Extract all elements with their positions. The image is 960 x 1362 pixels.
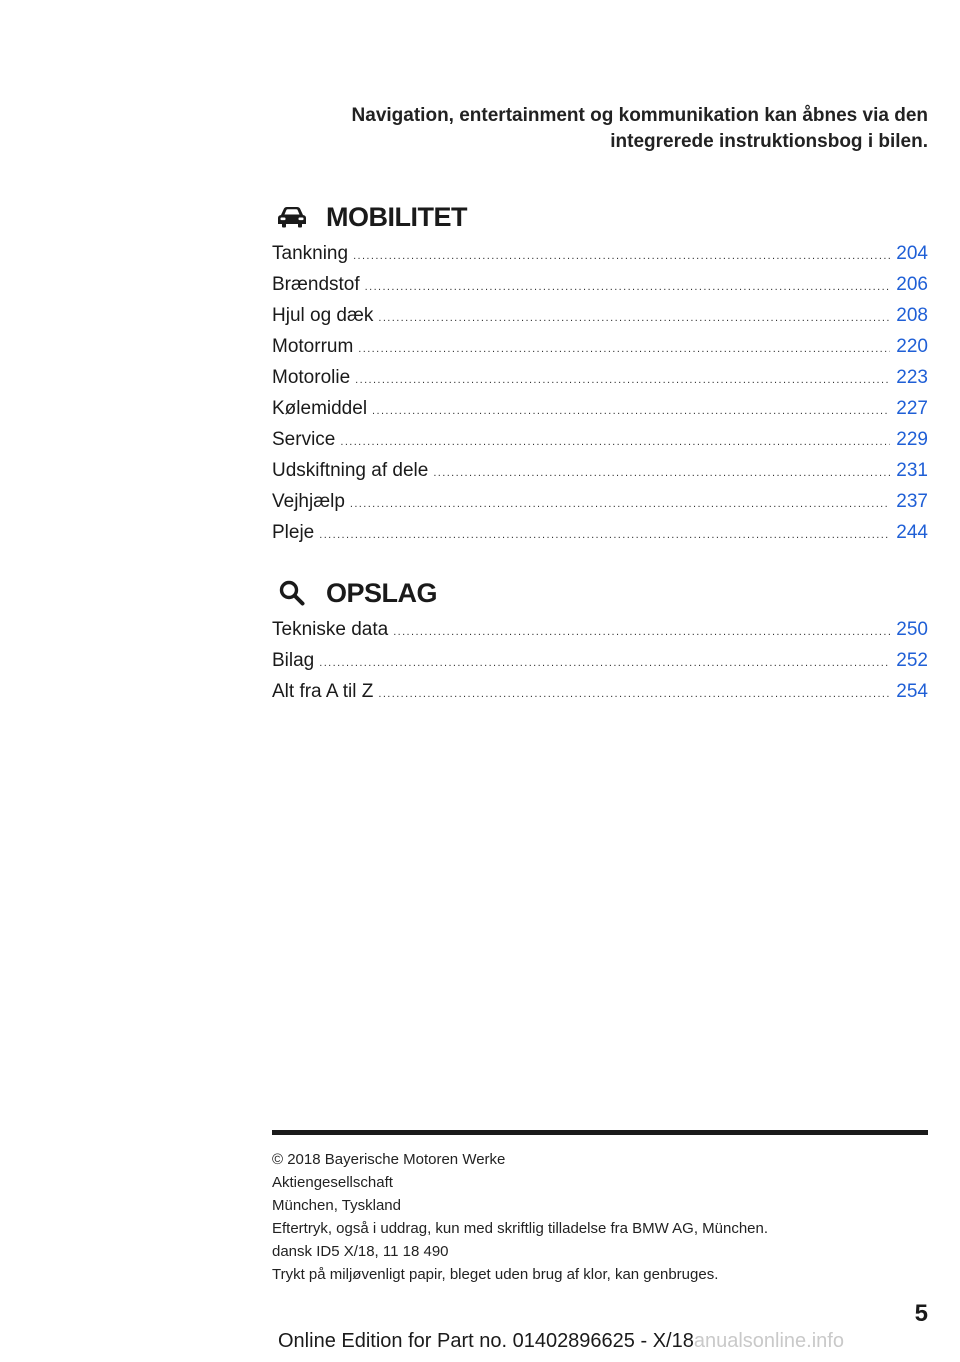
imprint-copyright: © 2018 Bayerische Motoren Werke — [272, 1151, 506, 1168]
toc-leader-dots — [355, 365, 890, 396]
toc-entry[interactable] — [272, 486, 928, 517]
toc-leader-dots — [372, 396, 890, 427]
search-icon — [272, 573, 312, 613]
toc-leader-dots — [319, 648, 890, 679]
toc-entry-label: Motorrum — [272, 336, 354, 357]
toc-page-link[interactable]: 206 — [896, 274, 928, 295]
toc-page-link[interactable]: 250 — [896, 619, 928, 640]
page-number: 5 — [914, 1300, 928, 1327]
toc-page-link[interactable]: 229 — [896, 429, 928, 450]
intro-line-2: integrerede instruktionsbog i bilen. — [610, 131, 928, 152]
toc-entry-label: Alt fra A til Z — [272, 681, 374, 702]
toc-leader-dots — [365, 272, 891, 303]
intro-line-1: Navigation, entertainment og kommunikation kan åbnes via den — [351, 105, 928, 126]
imprint-paper-notice: Trykt på miljøvenligt papir, bleget uden brug af klor, kan genbruges. — [272, 1266, 719, 1283]
toc-entry-label: Service — [272, 429, 336, 450]
imprint-block — [272, 1148, 928, 1286]
section-title: OPSLAG — [326, 577, 438, 608]
section-heading-opslag — [272, 573, 928, 613]
toc-entry-label: Tankning — [272, 243, 349, 264]
section-title: MOBILITET — [326, 201, 467, 232]
toc-leader-dots — [350, 489, 890, 520]
toc-leader-dots — [378, 303, 890, 334]
toc-entry[interactable] — [272, 424, 928, 455]
toc-page-link[interactable]: 231 — [896, 460, 928, 481]
toc-entry-label: Tekniske data — [272, 619, 389, 640]
toc-entry[interactable] — [272, 331, 928, 362]
car-icon — [272, 197, 312, 237]
toc-page-link[interactable]: 223 — [896, 367, 928, 388]
toc-page-link[interactable]: 237 — [896, 491, 928, 512]
imprint-edition-id: dansk ID5 X/18, 11 18 490 — [272, 1243, 449, 1260]
footer-divider — [272, 1130, 928, 1135]
toc-leader-dots — [378, 679, 890, 710]
intro-note — [272, 103, 928, 155]
toc-entry[interactable] — [272, 300, 928, 331]
toc-leader-dots — [358, 334, 890, 365]
toc-page-link[interactable]: 208 — [896, 305, 928, 326]
edition-watermark: anualsonline.info — [693, 1330, 844, 1352]
section-heading-mobilitet — [272, 197, 928, 237]
toc-entry-label: Udskiftning af dele — [272, 460, 429, 481]
toc-entry[interactable] — [272, 362, 928, 393]
toc-entry-label: Pleje — [272, 522, 315, 543]
toc-entry-label: Kølemiddel — [272, 398, 368, 419]
toc-entry-label: Bilag — [272, 650, 315, 671]
imprint-location: München, Tyskland — [272, 1197, 401, 1214]
imprint-reprint-notice: Eftertryk, også i uddrag, kun med skriftlig tilladelse fra BMW AG, München. — [272, 1220, 769, 1237]
toc-entry[interactable] — [272, 238, 928, 269]
online-edition-footer — [278, 1330, 844, 1353]
toc-entry[interactable] — [272, 393, 928, 424]
toc-page-link[interactable]: 227 — [896, 398, 928, 419]
toc-leader-dots — [393, 617, 890, 648]
toc-leader-dots — [353, 241, 890, 272]
toc-leader-dots — [340, 427, 890, 458]
toc-entry-label: Hjul og dæk — [272, 305, 374, 326]
toc-entry[interactable] — [272, 645, 928, 676]
toc-leader-dots — [433, 458, 890, 489]
imprint-company: Aktiengesellschaft — [272, 1174, 393, 1191]
toc-page-link[interactable]: 254 — [896, 681, 928, 702]
toc-entry[interactable] — [272, 269, 928, 300]
toc-page-link[interactable]: 204 — [896, 243, 928, 264]
toc-page-link[interactable]: 220 — [896, 336, 928, 357]
toc-entry-label: Brændstof — [272, 274, 360, 295]
toc-entry[interactable] — [272, 455, 928, 486]
toc-page-link[interactable]: 252 — [896, 650, 928, 671]
toc-entry-label: Motorolie — [272, 367, 351, 388]
toc-page-link[interactable]: 244 — [896, 522, 928, 543]
toc-entry-label: Vejhjælp — [272, 491, 345, 512]
toc-entry[interactable] — [272, 517, 928, 548]
toc-list-mobilitet — [272, 238, 928, 548]
toc-entry[interactable] — [272, 614, 928, 645]
toc-entry[interactable] — [272, 676, 928, 707]
toc-leader-dots — [319, 520, 890, 551]
toc-list-opslag — [272, 614, 928, 707]
edition-text: Online Edition for Part no. 01402896625 - X/18 — [278, 1330, 694, 1352]
